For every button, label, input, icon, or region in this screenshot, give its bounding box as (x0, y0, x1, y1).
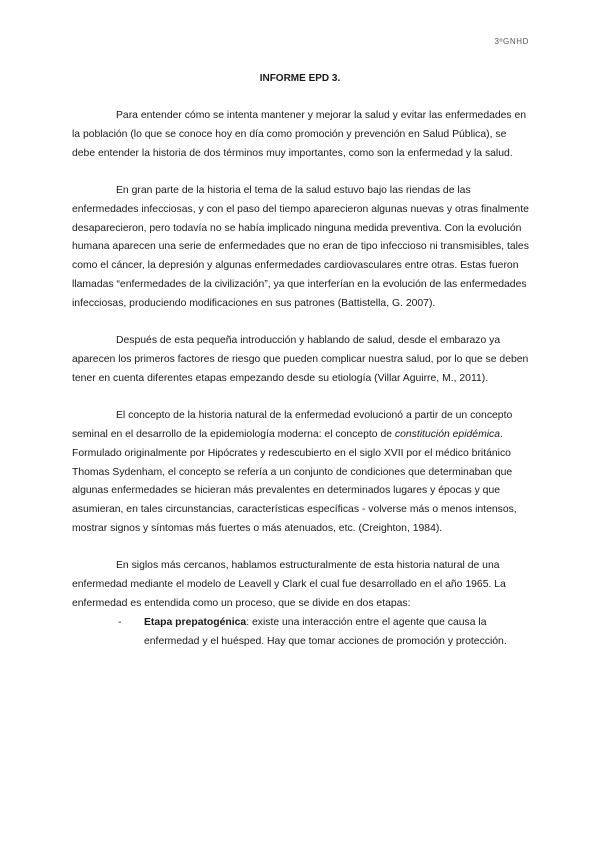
stage-name: Etapa prepatogénica (144, 616, 247, 628)
paragraph-history: En gran parte de la historia el tema de la salud estuvo bajo las riendas de las enfermedades infecciosas, y con el paso del tiempo aparecieron algunas nuevas y otras finalmente desaparecieron, pero todavía no se había implicado ninguna medida preventiva. Con la evolución humana aparecen una serie de enfermedades que no eran de tipo infeccioso ni transmisibles, tales como el cáncer, la depresión y algunas enfermedades cardiovasculares entre otras. Estas fueron llamadas “enfermedades de la civilización”, ya que interferían en la evolución de las enfermedades infecciosas, produciendo modificaciones en sus patrones (Battistella, G. 2007). (72, 184, 529, 310)
concept-emphasis: constitución epidémica (394, 428, 501, 440)
report-body (72, 107, 529, 652)
stage-item (118, 614, 529, 652)
paragraph-pregnancy: Después de esta pequeña introducción y hablando de salud, desde el embarazo ya aparecen los primeros factores de riesgo que pueden complicar nuestra salud, por lo que se deben tener en cuenta diferentes etapas empezando desde su etiología (Villar Aguirre, M., 2011). (72, 335, 529, 384)
paragraph-intro: Para entender cómo se intenta mantener y mejorar la salud y evitar las enfermedades en la población (lo que se conoce hoy en día como promoción y prevención en Salud Pública), se debe entender la historia de dos términos muy importantes, como son la enfermedad y la salud. (72, 110, 527, 159)
stage-list (72, 614, 529, 652)
paragraph-concept (72, 407, 529, 539)
report-title: INFORME EPD 3. (259, 73, 341, 84)
header-tag: 3ºGNHD (494, 37, 529, 46)
concept-text-after: . Formulado originalmente por Hipócrates y redescubierto en el siglo XVII por el médico británico Thomas Sydenham, el concepto se refería a un conjunto de condiciones que determinaban que algunas enfermedades se hicieran más prevalentes en determinados lugares y épocas y que asumieran, en tales circunstancias, características específicas - volverse más o menos intensos, mostrar signos y síntomas más fuertes o más atenuados, etc. (Creighton, 1984). (72, 428, 517, 535)
list-bullet: - (118, 616, 122, 628)
paragraph-leavell-clark: En siglos más cercanos, hablamos estructuralmente de esta historia natural de una enfermedad mediante el modelo de Leavell y Clark el cual fue desarrollado en el año 1965. La enfermedad es entendida como un proceso, que se divide en dos etapas: (72, 560, 506, 609)
concept-text-before: El concepto de la historia natural de la enfermedad evolucionó a partir de un concepto seminal en el desarrollo de la epidemiología moderna: el concepto de (72, 409, 513, 440)
stage-description: : existe una interacción entre el agente que causa la enfermedad y el huésped. Hay que tomar acciones de promoción y protección. (144, 616, 507, 647)
